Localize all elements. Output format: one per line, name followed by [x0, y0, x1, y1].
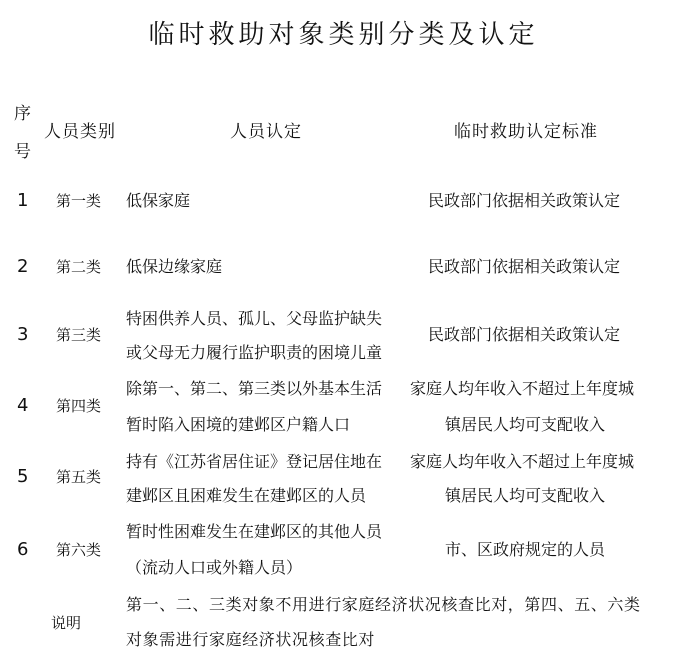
row-1-identification: 低保家庭 [126, 191, 191, 210]
row-6-identification-line2: （流动人口或外籍人员） [126, 558, 303, 577]
header-standard: 临时救助认定标准 [454, 122, 598, 142]
note-line1: 第一、二、三类对象不用进行家庭经济状况核查比对，第四、五、六类 [126, 595, 641, 614]
row-5-category: 第五类 [56, 468, 102, 486]
row-2-identification: 低保边缘家庭 [126, 257, 223, 276]
header-identification: 人员认定 [230, 122, 302, 142]
header-seq-line2: 号 [14, 142, 32, 162]
row-3-category: 第三类 [56, 326, 102, 344]
header-category: 人员类别 [44, 122, 116, 142]
row-5-identification-line1: 持有《江苏省居住证》登记居住地在 [126, 452, 383, 471]
row-3-identification-line2: 或父母无力履行监护职责的困境儿童 [126, 343, 383, 362]
row-3-standard: 民政部门依据相关政策认定 [428, 325, 621, 344]
row-3-identification-line1: 特困供养人员、孤儿、父母监护缺失 [126, 309, 383, 328]
row-5-num: 5 [17, 466, 29, 487]
note-label: 说明 [51, 614, 82, 632]
row-5-identification-line2: 建邺区且困难发生在建邺区的人员 [126, 486, 367, 505]
row-1-num: 1 [17, 190, 29, 211]
row-4-standard-line1: 家庭人均年收入不超过上年度城 [410, 379, 635, 398]
row-1-standard: 民政部门依据相关政策认定 [428, 191, 621, 210]
row-4-identification-line1: 除第一、第二、第三类以外基本生活 [126, 379, 383, 398]
row-1-category: 第一类 [56, 192, 102, 210]
row-4-category: 第四类 [56, 397, 102, 415]
row-2-category: 第二类 [56, 258, 102, 276]
note-line2: 对象需进行家庭经济状况核查比对 [126, 630, 376, 649]
row-2-standard: 民政部门依据相关政策认定 [428, 257, 621, 276]
row-2-num: 2 [17, 256, 29, 277]
row-6-num: 6 [17, 539, 29, 560]
row-5-standard-line2: 镇居民人均可支配收入 [445, 486, 606, 505]
row-6-category: 第六类 [56, 541, 102, 559]
row-4-standard-line2: 镇居民人均可支配收入 [445, 415, 606, 434]
row-4-identification-line2: 暂时陷入困境的建邺区户籍人口 [126, 415, 351, 434]
row-6-identification-line1: 暂时性困难发生在建邺区的其他人员 [126, 522, 383, 541]
row-4-num: 4 [17, 395, 29, 416]
row-6-standard: 市、区政府规定的人员 [445, 540, 606, 559]
header-seq-line1: 序 [14, 104, 32, 124]
document-title: 临时救助对象类别分类及认定 [148, 20, 539, 50]
row-5-standard-line1: 家庭人均年收入不超过上年度城 [410, 452, 635, 471]
row-3-num: 3 [17, 324, 29, 345]
